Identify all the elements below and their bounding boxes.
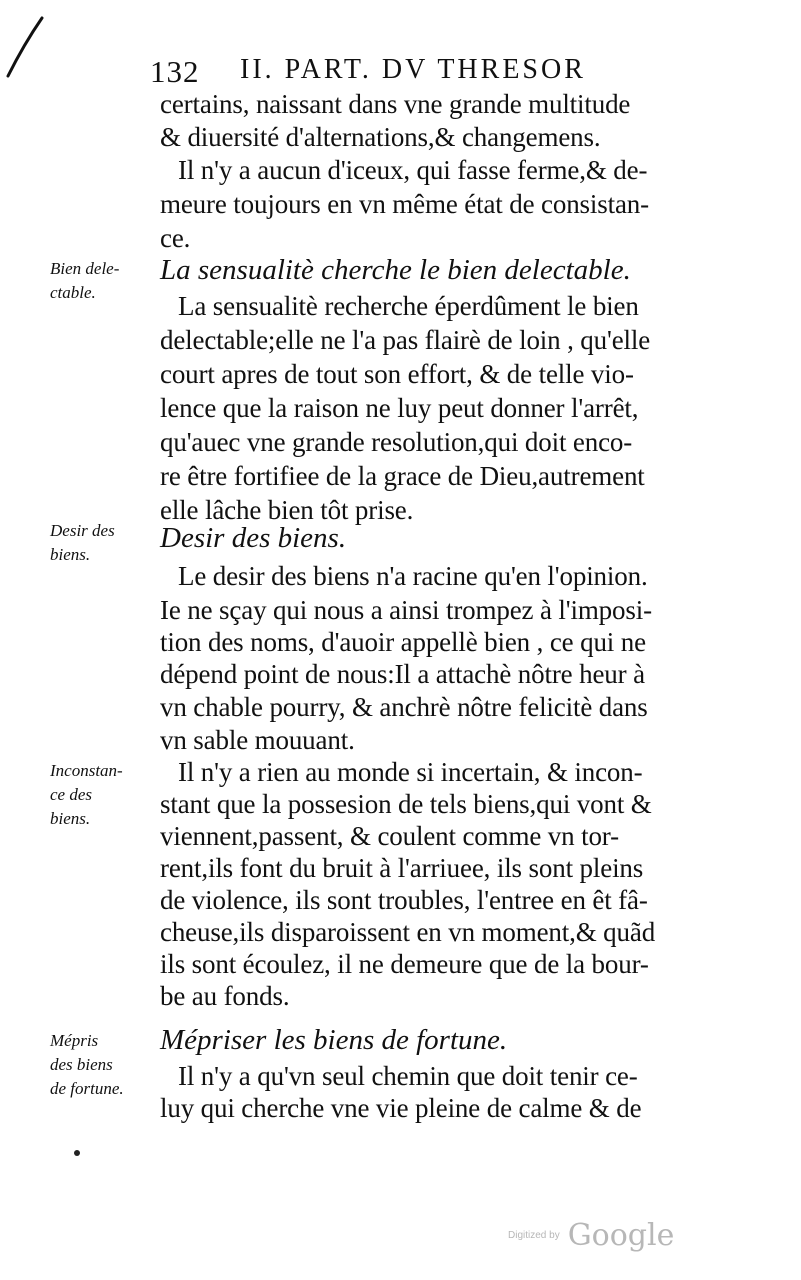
text-line: vn chable pourry, & anchrè nôtre felicitè dans — [160, 692, 648, 722]
digitized-by-label: Digitized by — [508, 1230, 560, 1241]
text-line: Le desir des biens n'a racine qu'en l'opinion. — [178, 561, 648, 591]
margin-note: Bien dele- — [50, 259, 120, 278]
margin-note: ctable. — [50, 283, 96, 302]
text-line: Il n'y a aucun d'iceux, qui fasse ferme,& de- — [178, 155, 648, 185]
text-line: meure toujours en vn même état de consistan- — [160, 189, 649, 219]
google-watermark — [508, 1218, 674, 1253]
margin-note: biens. — [50, 545, 91, 564]
text-line: Ie ne sçay qui nous a ainsi trompez à l'imposi- — [160, 595, 652, 625]
text-line: elle lâche bien tôt prise. — [160, 495, 414, 525]
running-title: II. PART. DV THRESOR — [240, 54, 586, 85]
text-line: stant que la possesion de tels biens,qui vont & — [160, 789, 652, 819]
page-number: 132 — [150, 54, 200, 89]
margin-note: de fortune. — [50, 1079, 124, 1098]
ink-dot — [74, 1150, 80, 1156]
margin-note: ce des — [50, 785, 93, 804]
text-line: Il n'y a rien au monde si incertain, & incon- — [178, 757, 643, 787]
section-heading: Desir des biens. — [160, 522, 347, 554]
text-line: court apres de tout son effort, & de telle vio- — [160, 359, 634, 389]
text-line: de violence, ils sont troubles, l'entree en êt fâ- — [160, 885, 648, 915]
text-line: lence que la raison ne luy peut donner l'arrêt, — [160, 393, 639, 423]
text-line: tion des noms, d'auoir appellè bien , ce qui ne — [160, 627, 646, 657]
text-line: & diuersité d'alternations,& changemens. — [160, 122, 601, 152]
margin-note: Desir des — [50, 521, 115, 540]
text-line: cheuse,ils disparoissent en vn moment,& quãd — [160, 917, 656, 947]
text-line: La sensualitè recherche éperdûment le bien — [178, 291, 639, 321]
text-line: viennent,passent, & coulent comme vn tor- — [160, 821, 619, 851]
section-heading: La sensualitè cherche le bien delectable. — [160, 254, 631, 286]
pen-stroke-mark — [2, 14, 46, 80]
text-line: vn sable mouuant. — [160, 725, 355, 755]
text-line: qu'auec vne grande resolution,qui doit enco- — [160, 427, 633, 457]
text-line: re être fortifiee de la grace de Dieu,autrement — [160, 461, 645, 491]
section-heading: Mépriser les biens de fortune. — [160, 1024, 508, 1056]
text-line: certains, naissant dans vne grande multitude — [160, 89, 631, 119]
text-line: dépend point de nous:Il a attachè nôtre heur à — [160, 659, 645, 689]
margin-note: Mépris — [50, 1031, 99, 1050]
text-line: ils sont écoulez, il ne demeure que de la bour- — [160, 949, 649, 979]
margin-note: des biens — [50, 1055, 113, 1074]
text-line: be au fonds. — [160, 981, 290, 1011]
text-line: luy qui cherche vne vie pleine de calme & de — [160, 1093, 642, 1123]
text-line: ce. — [160, 223, 191, 253]
text-line: rent,ils font du bruit à l'arriuee, ils sont pleins — [160, 853, 644, 883]
text-line: delectable;elle ne l'a pas flairè de loin , qu'elle — [160, 325, 651, 355]
text-line: Il n'y a qu'vn seul chemin que doit tenir ce- — [178, 1061, 638, 1091]
margin-note: biens. — [50, 809, 91, 828]
google-logo: Google — [567, 1218, 675, 1253]
margin-note: Inconstan- — [50, 761, 123, 780]
